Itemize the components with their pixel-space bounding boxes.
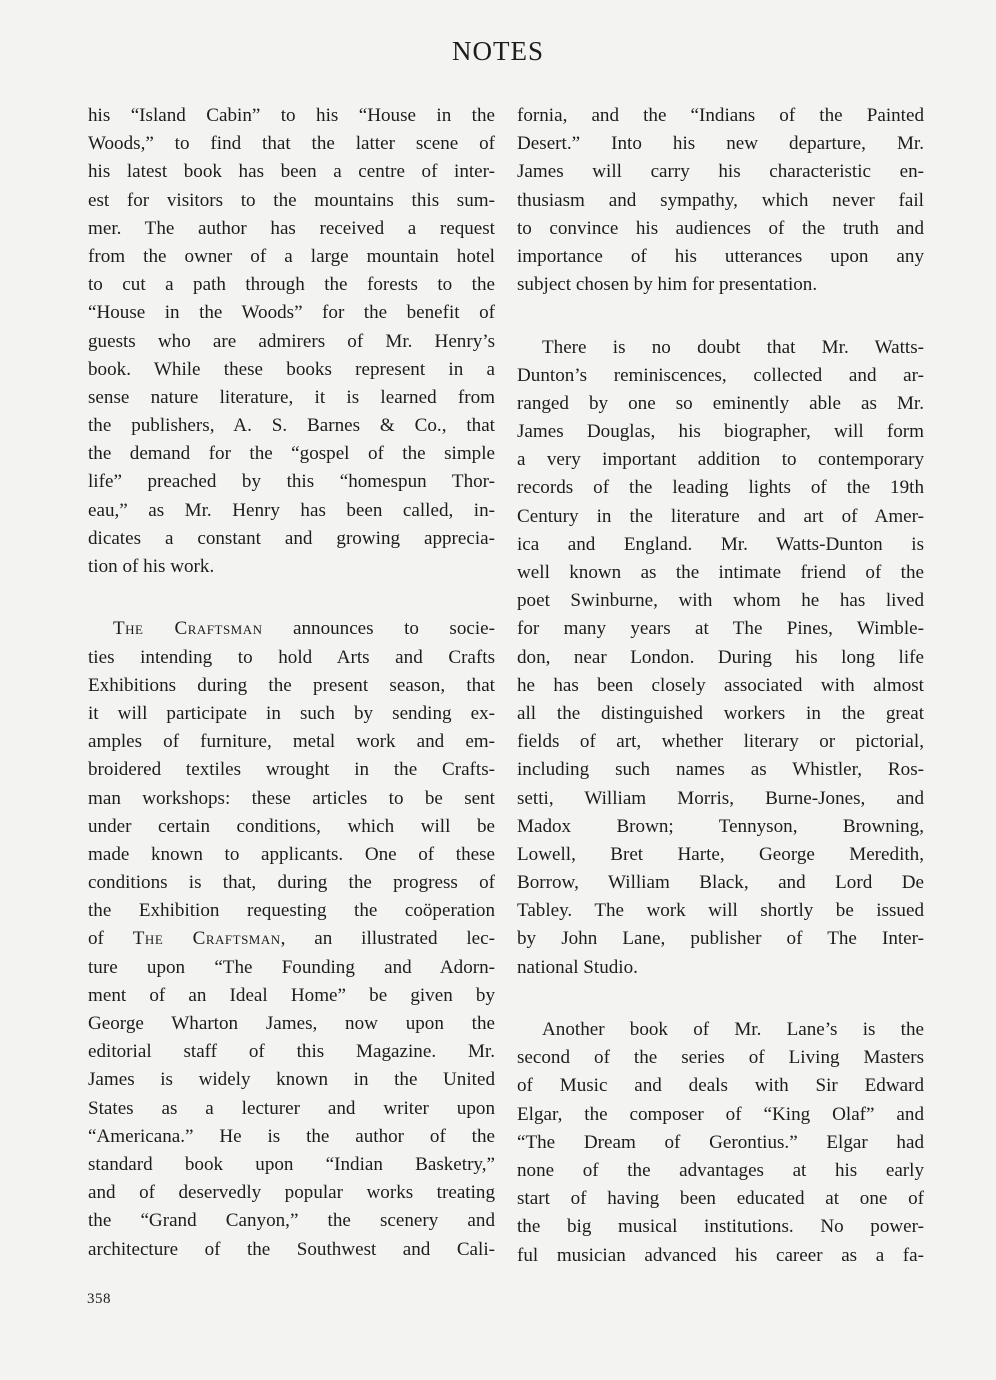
text-line: Exhibitions during the present season, that: [88, 674, 495, 696]
paragraph-gap: [517, 982, 924, 1016]
text-line: ranged by one so eminently able as Mr.: [517, 392, 924, 414]
text-line: ful musician advanced his career as a fa-: [517, 1244, 924, 1266]
text-line: tion of his work.: [88, 556, 215, 577]
text-line: ment of an Ideal Home” be given by: [88, 984, 495, 1006]
text-line: Borrow, William Black, and Lord De: [517, 872, 924, 894]
text-line: second of the series of Living Masters: [517, 1047, 924, 1069]
text-line: he has been closely associated with almost: [517, 674, 924, 696]
text-line: made known to applicants. One of these: [88, 843, 495, 865]
text-line: ture upon “The Founding and Adorn-: [88, 956, 495, 978]
text-line: a very important addition to contemporary: [517, 449, 924, 471]
text-line: under certain conditions, which will be: [88, 815, 495, 837]
text-line: James will carry his characteristic en-: [517, 161, 924, 183]
text-line: editorial staff of this Magazine. Mr.: [88, 1041, 495, 1063]
text-line: Dunton’s reminiscences, collected and ar-: [517, 364, 924, 386]
text-line: broidered textiles wrought in the Crafts-: [88, 759, 495, 781]
text-line: mer. The author has received a request: [88, 217, 495, 239]
text-line: and of deservedly popular works treating: [88, 1182, 495, 1204]
text-line: Century in the literature and art of Amer-: [517, 505, 924, 527]
text-line: by John Lane, publisher of The Inter-: [517, 928, 924, 950]
text-line: records of the leading lights of the 19th: [517, 477, 924, 499]
text-line: well known as the intimate friend of the: [517, 562, 924, 583]
text-line: it will participate in such by sending ex-: [88, 702, 495, 724]
text-line: ties intending to hold Arts and Crafts: [88, 646, 495, 668]
text-line: Lowell, Bret Harte, George Meredith,: [517, 843, 924, 865]
text-line: James is widely known in the United: [88, 1069, 495, 1091]
text-line: all the distinguished workers in the great: [517, 702, 924, 724]
text-line: life” preached by this “homespun Thor-: [88, 471, 495, 493]
text-line: the big musical institutions. No power-: [517, 1216, 924, 1238]
text-line: thusiasm and sympathy, which never fail: [517, 189, 924, 211]
text-line: of The Craftsman, an illustrated lec-: [88, 928, 495, 950]
left-column: [88, 102, 495, 1264]
text-line: the Exhibition requesting the coöperation: [88, 900, 495, 922]
text-line: start of having been educated at one of: [517, 1188, 924, 1210]
text-line: the “Grand Canyon,” the scenery and: [88, 1210, 495, 1232]
page-number: 358: [87, 1291, 111, 1307]
text-line: ica and England. Mr. Watts-Dunton is: [517, 533, 924, 555]
text-line: setti, William Morris, Burne-Jones, and: [517, 787, 924, 809]
page-title: NOTES: [452, 36, 544, 66]
text-line: Elgar, the composer of “King Olaf” and: [517, 1103, 924, 1125]
text-line: book. While these books represent in a: [88, 358, 495, 380]
text-line: standard book upon “Indian Basketry,”: [88, 1153, 495, 1175]
text-line: “House in the Woods” for the benefit of: [88, 302, 495, 324]
text-line: eau,” as Mr. Henry has been called, in-: [88, 499, 495, 521]
text-line: poet Swinburne, with whom he has lived: [517, 590, 924, 612]
text-line: dicates a constant and growing apprecia-: [88, 527, 495, 549]
text-line: his latest book has been a centre of inter-: [88, 161, 495, 183]
text-line: sense nature literature, it is learned from: [88, 386, 495, 408]
text-line: to cut a path through the forests to the: [88, 274, 495, 296]
text-line: guests who are admirers of Mr. Henry’s: [88, 330, 495, 352]
text-line: States as a lecturer and writer upon: [88, 1097, 495, 1119]
text-line: Madox Brown; Tennyson, Browning,: [517, 815, 924, 837]
text-line: fields of art, whether literary or pictorial,: [517, 731, 924, 753]
text-line: Another book of Mr. Lane’s is the: [542, 1019, 924, 1040]
text-line: importance of his utterances upon any: [517, 245, 924, 267]
text-line: James Douglas, his biographer, will form: [517, 421, 924, 443]
text-line: There is no doubt that Mr. Watts-: [542, 336, 924, 358]
text-line: national Studio.: [517, 956, 638, 978]
text-line: “The Dream of Gerontius.” Elgar had: [517, 1131, 924, 1153]
text-line: architecture of the Southwest and Cali-: [88, 1238, 495, 1260]
text-line: est for visitors to the mountains this sum-: [88, 189, 495, 211]
paragraph-gap: [517, 299, 924, 333]
text-line: man workshops: these articles to be sent: [88, 787, 495, 809]
text-line: conditions is that, during the progress of: [88, 872, 495, 894]
text-line: Desert.” Into his new departure, Mr.: [517, 133, 924, 155]
text-line: Tabley. The work will shortly be issued: [517, 900, 924, 922]
text-line: amples of furniture, metal work and em-: [88, 731, 495, 753]
text-line: The Craftsman announces to socie-: [113, 618, 495, 640]
text-line: for many years at The Pines, Wimble-: [517, 618, 924, 640]
text-line: including such names as Whistler, Ros-: [517, 759, 924, 781]
text-line: none of the advantages at his early: [517, 1159, 924, 1181]
right-column: [517, 102, 924, 1270]
text-line: don, near London. During his long life: [517, 646, 924, 668]
text-line: of Music and deals with Sir Edward: [517, 1075, 924, 1097]
text-line: from the owner of a large mountain hotel: [88, 245, 495, 267]
text-line: the demand for the “gospel of the simple: [88, 443, 495, 465]
text-line: the publishers, A. S. Barnes & Co., that: [88, 415, 495, 437]
text-line: “Americana.” He is the author of the: [88, 1125, 495, 1147]
text-line: his “Island Cabin” to his “House in the: [88, 105, 495, 126]
text-line: fornia, and the “Indians of the Painted: [517, 105, 924, 126]
text-line: George Wharton James, now upon the: [88, 1013, 495, 1034]
paragraph-gap: [88, 581, 495, 615]
text-line: to convince his audiences of the truth and: [517, 217, 924, 239]
text-line: subject chosen by him for presentation.: [517, 274, 818, 296]
text-line: Woods,” to find that the latter scene of: [88, 133, 495, 155]
